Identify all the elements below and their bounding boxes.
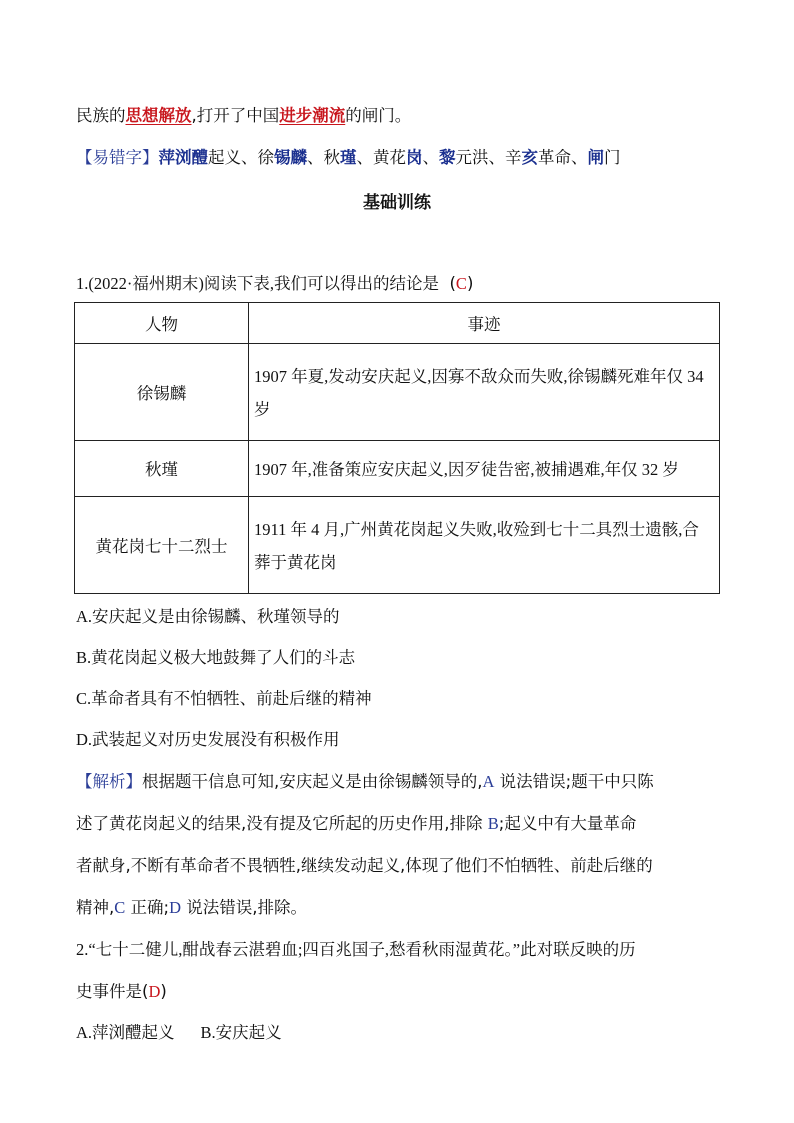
- option-ref: B: [487, 814, 499, 833]
- typo-tag: 【易错字】: [76, 148, 159, 167]
- option-ref: D: [169, 898, 181, 917]
- table-cell-deed: 1907 年夏,发动安庆起义,因寡不敌众而失败,徐锡麟死难年仅 34 岁: [249, 344, 720, 441]
- analysis-line: [76, 813, 636, 835]
- analysis-text: 根据题干信息可知,安庆起义是由徐锡麟领导的,: [142, 772, 483, 791]
- q1-stem: [76, 273, 473, 295]
- typo-text: 门: [604, 148, 621, 167]
- table-cell-deed: 1911 年 4 月,广州黄花岗起义失败,收殓到七十二具烈士遗骸,合葬于黄花岗: [249, 496, 720, 593]
- option-ref: C: [114, 898, 126, 917]
- table-row: [75, 344, 720, 441]
- analysis-text: ;起义中有大量革命: [498, 814, 637, 833]
- typo-bold: 亥: [521, 148, 538, 167]
- q2-stem-text: ): [160, 982, 167, 1001]
- table-header-row: [75, 303, 720, 344]
- typo-bold: 锡麟: [274, 148, 307, 167]
- table-row: [75, 496, 720, 593]
- typo-bold: 瑾: [340, 148, 357, 167]
- intro-text: 民族的: [76, 106, 126, 125]
- analysis-text: 说法错误,排除。: [181, 898, 307, 917]
- analysis-line: 者献身,不断有革命者不畏牺牲,继续发动起义,体现了他们不怕牺牲、前赴后继的: [76, 856, 653, 875]
- q2-stem-line2: [76, 981, 167, 1003]
- table-cell-name: 徐锡麟: [75, 344, 249, 441]
- keyword-thought-liberation: 思想解放: [125, 106, 192, 125]
- typo-bold: 闸: [587, 148, 604, 167]
- typo-text: 、秋: [307, 148, 340, 167]
- table-cell-name: 秋瑾: [75, 441, 249, 497]
- q1-option-c: C.革命者具有不怕牺牲、前赴后继的精神: [76, 689, 372, 708]
- typo-bold: 岗: [406, 148, 423, 167]
- q2-answer: D: [148, 982, 161, 1001]
- typo-text: 革命、: [538, 148, 588, 167]
- q1-option-d: D.武装起义对历史发展没有积极作用: [76, 730, 340, 749]
- typo-text: 元洪、辛: [455, 148, 522, 167]
- analysis-text: 述了黄花岗起义的结果,没有提及它所起的历史作用,排除: [76, 814, 488, 833]
- table-row: [75, 441, 720, 497]
- typo-text: 、: [422, 148, 439, 167]
- analysis-text: 正确;: [125, 898, 170, 917]
- table-header-deeds: 事迹: [249, 303, 720, 344]
- analysis-line: [76, 771, 654, 793]
- typo-line: [76, 147, 621, 169]
- analysis-line: [76, 897, 307, 919]
- q1-option-b: B.黄花岗起义极大地鼓舞了人们的斗志: [76, 648, 356, 667]
- intro-text: 的闸门。: [345, 106, 412, 125]
- analysis-text: 说法错误;题干中只陈: [494, 772, 654, 791]
- q1-answer-open: (: [449, 274, 456, 293]
- q2-stem-text: 史事件是(: [76, 982, 149, 1001]
- q1-stem-text: 1.(2022·福州期末)阅读下表,我们可以得出的结论是: [76, 274, 439, 293]
- section-title: 基础训练: [363, 193, 431, 213]
- q2-options-line: [76, 1022, 282, 1044]
- table-cell-deed: 1907 年,准备策应安庆起义,因歹徒告密,被捕遇难,年仅 32 岁: [249, 441, 720, 497]
- q2-option-b: B.安庆起义: [200, 1023, 282, 1042]
- intro-line: [76, 105, 411, 127]
- q2-option-a: A.萍浏醴起义: [76, 1023, 175, 1042]
- q1-answer-close: ): [466, 274, 474, 293]
- analysis-text: 精神,: [76, 898, 115, 917]
- q2-stem-line1: 2.“七十二健儿,酣战春云湛碧血;四百兆国子,愁看秋雨湿黄花。”此对联反映的历: [76, 940, 636, 959]
- typo-bold: 黎: [439, 148, 456, 167]
- intro-text: ,打开了中国: [191, 106, 280, 125]
- table-header-person: 人物: [75, 303, 249, 344]
- typo-text: 、黄花: [356, 148, 406, 167]
- typo-text: 起义、徐: [208, 148, 274, 167]
- typo-bold: 萍浏醴: [158, 148, 208, 167]
- keyword-progress-tide: 进步潮流: [279, 106, 346, 125]
- q1-option-a: A.安庆起义是由徐锡麟、秋瑾领导的: [76, 607, 340, 626]
- q1-table: [74, 302, 720, 594]
- q1-answer: C: [455, 274, 467, 293]
- option-ref: A: [482, 772, 495, 791]
- analysis-tag: 【解析】: [76, 772, 142, 791]
- table-cell-name: 黄花岗七十二烈士: [75, 496, 249, 593]
